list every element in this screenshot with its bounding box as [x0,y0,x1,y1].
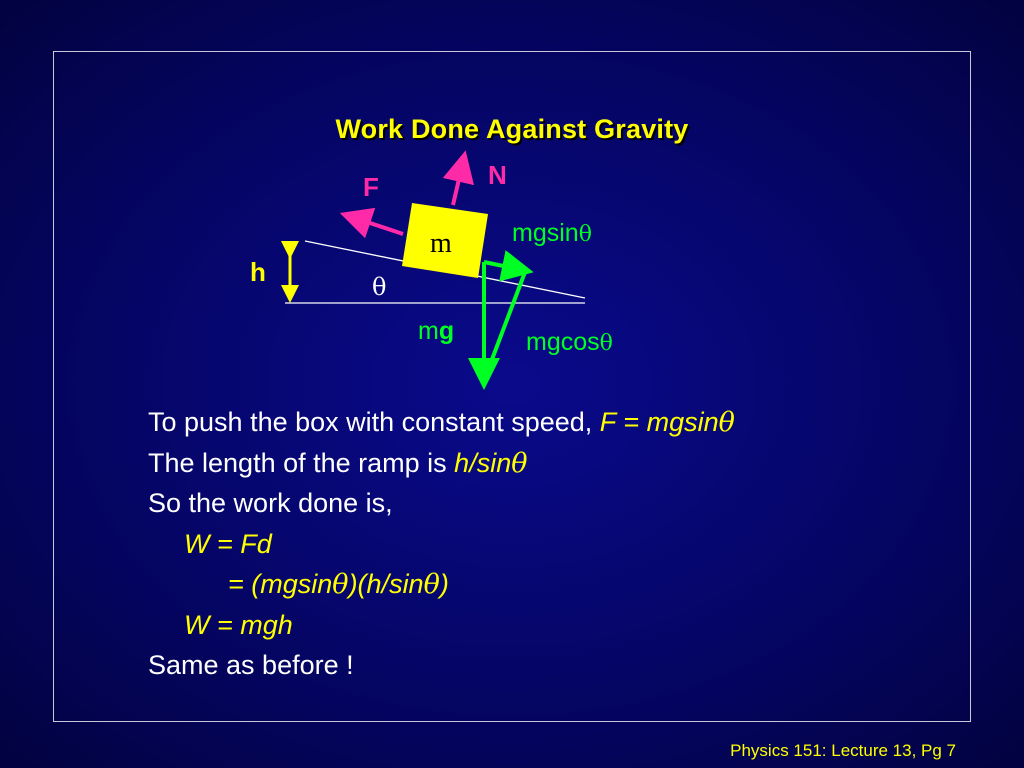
line4-equation: W = Fd [184,528,272,559]
line2-equation: h/sin [454,447,512,478]
theta-label: θ [372,273,387,301]
line7-text: Same as before ! [148,650,354,680]
mgsin-label-theta: θ [578,222,592,247]
line6-equation: W = mgh [184,609,293,640]
mgcos-component-arrow [488,272,525,370]
mgsin-label [512,219,592,247]
height-h-label: h [250,257,266,287]
mass-m-label: m [430,228,452,259]
mgsin-label-prefix: mgsin [512,219,579,247]
normal-force-arrow [453,166,462,205]
line3-text: So the work done is, [148,488,393,518]
explanation-line-2 [148,443,735,484]
slide-footer: Physics 151: Lecture 13, Pg 7 [730,741,956,760]
line1-theta: θ [718,407,735,438]
explanation-line-7 [148,645,735,686]
line1-text: To push the box with constant speed, [148,407,600,437]
explanation-text [148,402,735,686]
explanation-line-1 [148,402,735,443]
mg-label [418,317,454,345]
explanation-line-3 [148,483,735,524]
line5-part-a: = (mgsin [228,569,333,599]
normal-N-label: N [488,160,507,190]
applied-force-arrow [355,218,403,234]
slide-title: Work Done Against Gravity [335,114,689,144]
explanation-line-6 [148,605,735,646]
mg-label-g: g [438,317,455,345]
line2-text: The length of the ramp is [148,447,455,478]
mgcos-label-prefix: mgcos [526,328,600,356]
line5-theta-2: θ [423,569,440,600]
mg-label-m: m [418,317,439,345]
mgsin-component-arrow [484,262,518,269]
line2-theta: θ [511,447,528,479]
explanation-line-4 [148,524,735,565]
mgcos-label [526,328,613,356]
line5-part-c: ) [439,569,449,599]
line5-part-b: )(h/sin [348,569,424,599]
mgcos-label-theta: θ [599,331,613,356]
line5-theta-1: θ [332,569,349,600]
line1-equation: F = mgsin [599,407,719,437]
force-F-label: F [363,172,379,202]
explanation-line-5 [148,564,735,605]
